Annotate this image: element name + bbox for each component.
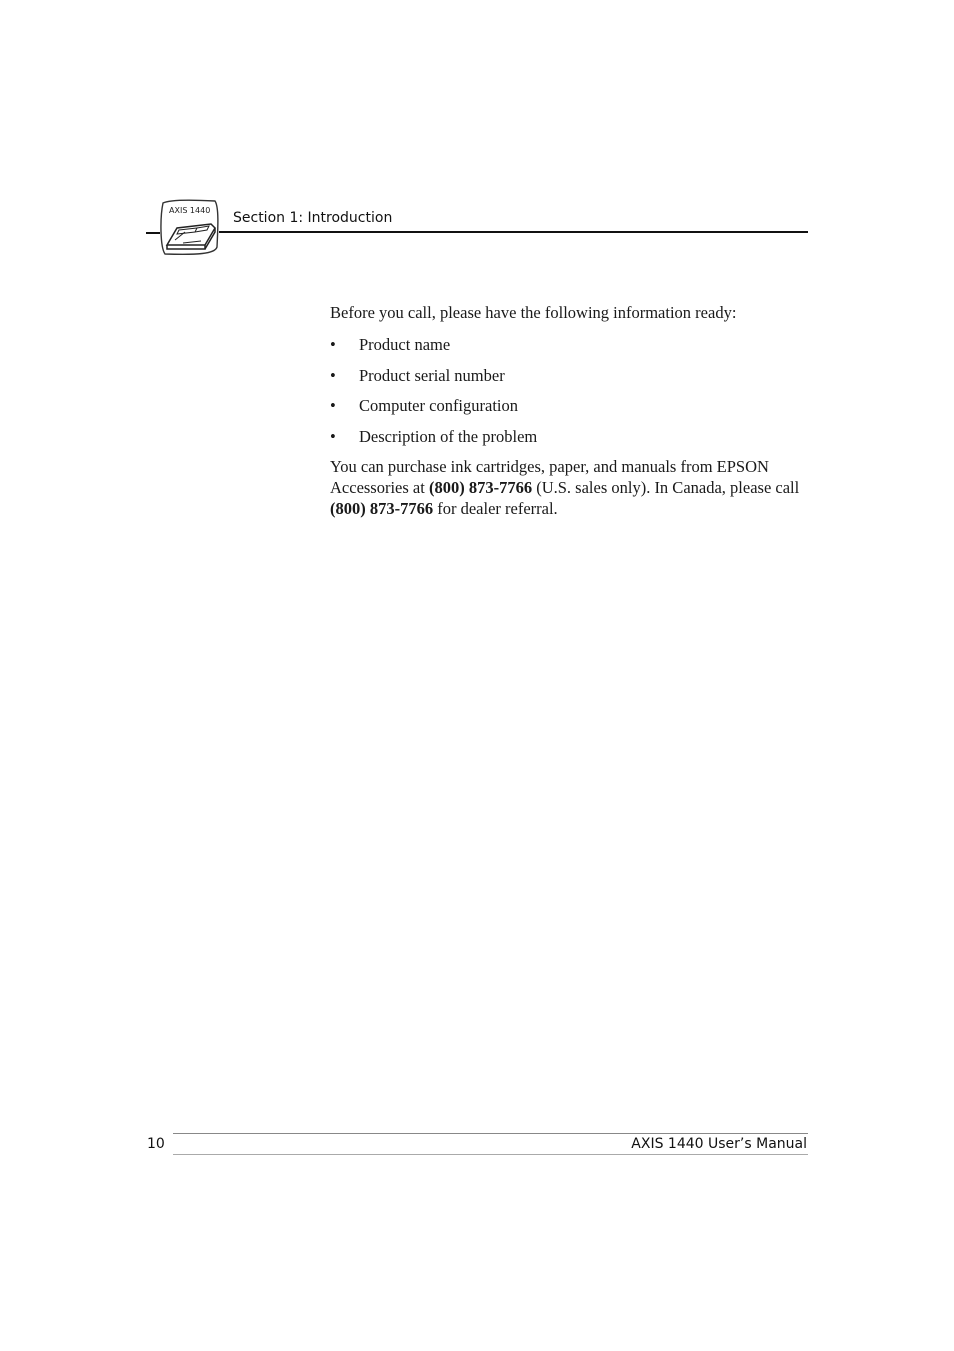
list-item xyxy=(330,365,800,386)
page-number: 10 xyxy=(147,1136,165,1152)
us-phone-number: (800) 873-7766 xyxy=(428,478,533,497)
list-item-text: Product name xyxy=(359,335,451,354)
list-item xyxy=(330,334,800,355)
bullet-icon: • xyxy=(330,396,336,416)
purchase-text-3: for dealer referral. xyxy=(433,499,558,518)
info-checklist xyxy=(330,334,800,457)
intro-paragraph: Before you call, please have the following information ready: xyxy=(330,303,737,322)
list-item xyxy=(330,395,800,416)
bullet-icon: • xyxy=(330,335,336,354)
manual-title: AXIS 1440 User’s Manual xyxy=(631,1136,807,1152)
bullet-icon: • xyxy=(330,427,336,447)
footer-rule-top xyxy=(173,1133,808,1134)
header-rule xyxy=(219,231,808,233)
list-item xyxy=(330,426,800,447)
list-item-text: Product serial number xyxy=(359,365,505,385)
product-logo xyxy=(157,197,221,257)
logo-label: AXIS 1440 xyxy=(169,206,211,215)
purchase-text-1: You can purchase ink cartridges, paper, and manuals from EPSON Accessories at xyxy=(330,457,769,497)
section-title: Section 1: Introduction xyxy=(233,210,393,226)
list-item-text: Description of the problem xyxy=(359,427,538,447)
list-item-text: Computer configuration xyxy=(359,396,519,416)
bullet-icon: • xyxy=(330,365,336,385)
footer-rule-bottom xyxy=(173,1154,808,1155)
purchase-text-2: (U.S. sales only). In Canada, please call xyxy=(532,478,800,497)
print-server-icon xyxy=(157,197,221,257)
purchase-paragraph xyxy=(330,456,810,519)
canada-phone-number: (800) 873-7766 xyxy=(330,499,434,518)
header-rule-left xyxy=(146,232,160,234)
